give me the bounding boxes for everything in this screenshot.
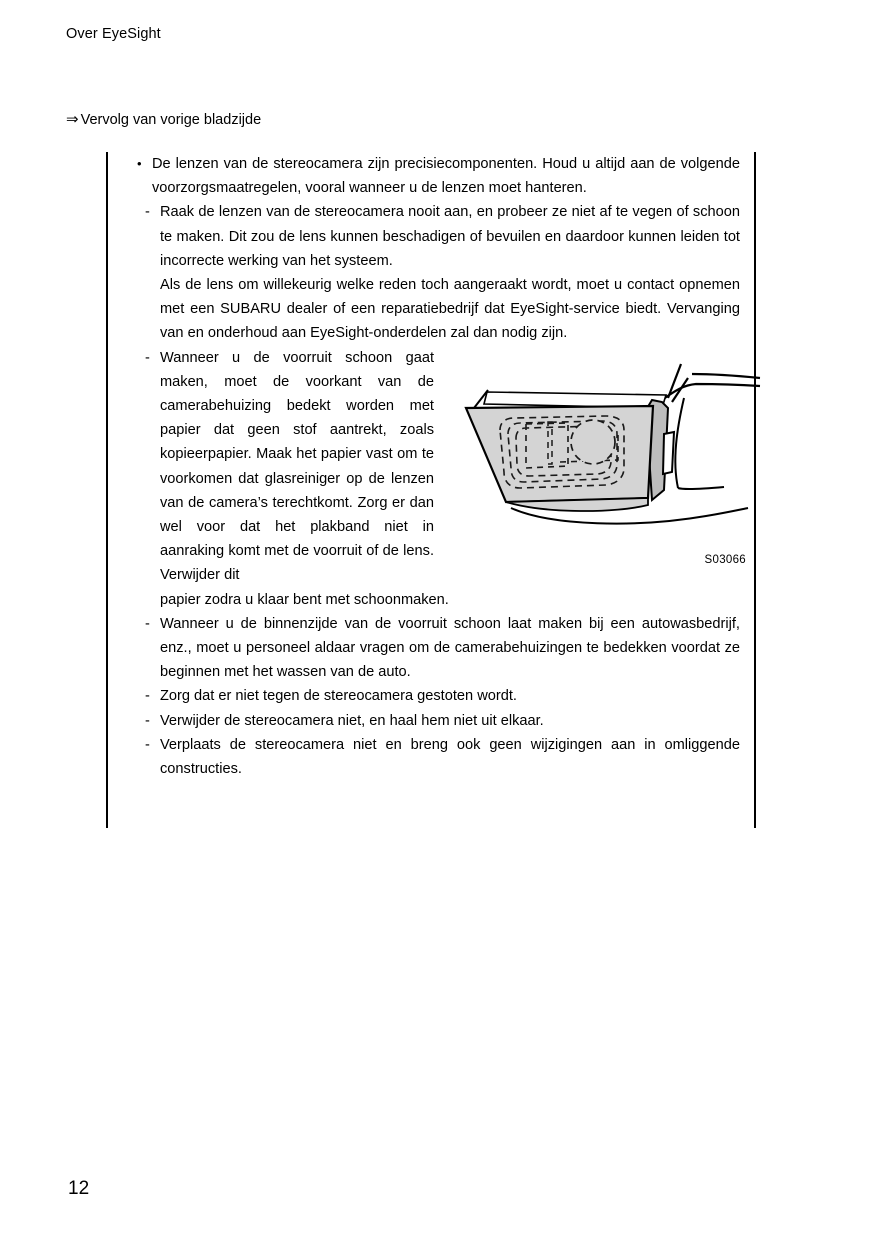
- caution-dash-list: [143, 200, 746, 781]
- dash-marker-icon: -: [145, 615, 150, 632]
- dash-marker-icon: -: [145, 688, 150, 705]
- caution-block-body: [134, 152, 746, 781]
- list-item-no-impact: [143, 684, 740, 708]
- figure-caption: S03066: [704, 553, 746, 566]
- bullet-marker-icon: •: [137, 156, 142, 171]
- continuation-note: [66, 110, 261, 130]
- dash-marker-icon: -: [145, 736, 150, 753]
- stereo-camera-housing-figure: [456, 350, 766, 570]
- text-with-figure-row: [160, 346, 746, 612]
- list-item-paragraph: Verplaats de stereocamera niet en breng ook geen wijzigingen aan in omliggende constructies.: [160, 736, 740, 778]
- list-item-paragraph-tail: papier zodra u klaar bent met schoonmaken.: [160, 591, 449, 608]
- list-item-paragraph: Verwijder de stereocamera niet, en haal hem niet uit elkaar.: [160, 712, 544, 729]
- caution-bullet-list: [134, 152, 740, 200]
- list-item-no-touch: [143, 200, 740, 345]
- list-item-car-wash: [143, 612, 740, 685]
- camera-housing-illustration-icon: [456, 350, 766, 570]
- list-item-paragraph: Wanneer u de binnenzijde van de voorruit schoon laat maken bij een autowasbedrijf, enz., moet u personeel aldaar vragen om de camerabehuizingen te bedekken voordat ze beginnen met het wassen van de auto.: [160, 615, 740, 681]
- list-item-paragraph: Wanneer u de voorruit schoon gaat maken, moet de voorkant van de camerabehuizing bedekt worden met papier dat geen stof aantrekt, zoals kopieerpapier. Maak het papier vast om te voorkomen dat glasreiniger op de lenzen van de camera’s terechtkomt. Zorg er dan wel voor dat het plakband niet in aanraking komt met de voorruit of de lens. Verwijder dit: [160, 349, 434, 584]
- list-item-paragraph: Zorg dat er niet tegen de stereocamera gestoten wordt.: [160, 688, 517, 705]
- page-number: 12: [68, 1178, 90, 1199]
- continuation-arrow-icon: ⇒: [66, 111, 79, 128]
- caution-intro-text: De lenzen van de stereocamera zijn precisiecomponenten. Houd u altijd aan de volgende voorzorgsmaatregelen, vooral wanneer u de lenzen moet hanteren.: [152, 156, 740, 197]
- list-item-paragraph: Raak de lenzen van de stereocamera nooit aan, en probeer ze niet af te vegen of schoon te maken. Dit zou de lens kunnen beschadigen of bevuilen en daardoor kunnen leiden tot incorrecte werking van het systeem.: [160, 204, 740, 269]
- dash-marker-icon: -: [145, 712, 150, 729]
- running-header: Over EyeSight: [66, 26, 161, 42]
- dash-marker-icon: -: [145, 204, 150, 221]
- list-item-no-removal: [143, 709, 740, 733]
- list-item-no-relocation: [143, 733, 740, 781]
- dash-marker-icon: -: [145, 349, 150, 366]
- list-item-windshield-cleaning: [143, 346, 746, 612]
- wrapped-paragraph-column: [160, 346, 434, 588]
- caution-sub-list-wrap: [143, 200, 746, 781]
- caution-intro-item: [134, 152, 740, 200]
- caution-rule-left: [106, 152, 108, 828]
- list-item-paragraph: Als de lens om willekeurig welke reden toch aangeraakt wordt, moet u contact opnemen met een SUBARU dealer of een reparatiebedrijf dat EyeSight-service biedt. Vervanging van en onderhoud aan EyeSight-onderdelen zal dan nodig zijn.: [160, 277, 740, 342]
- caution-block: [106, 152, 756, 828]
- continuation-text: Vervolg van vorige bladzijde: [80, 112, 262, 128]
